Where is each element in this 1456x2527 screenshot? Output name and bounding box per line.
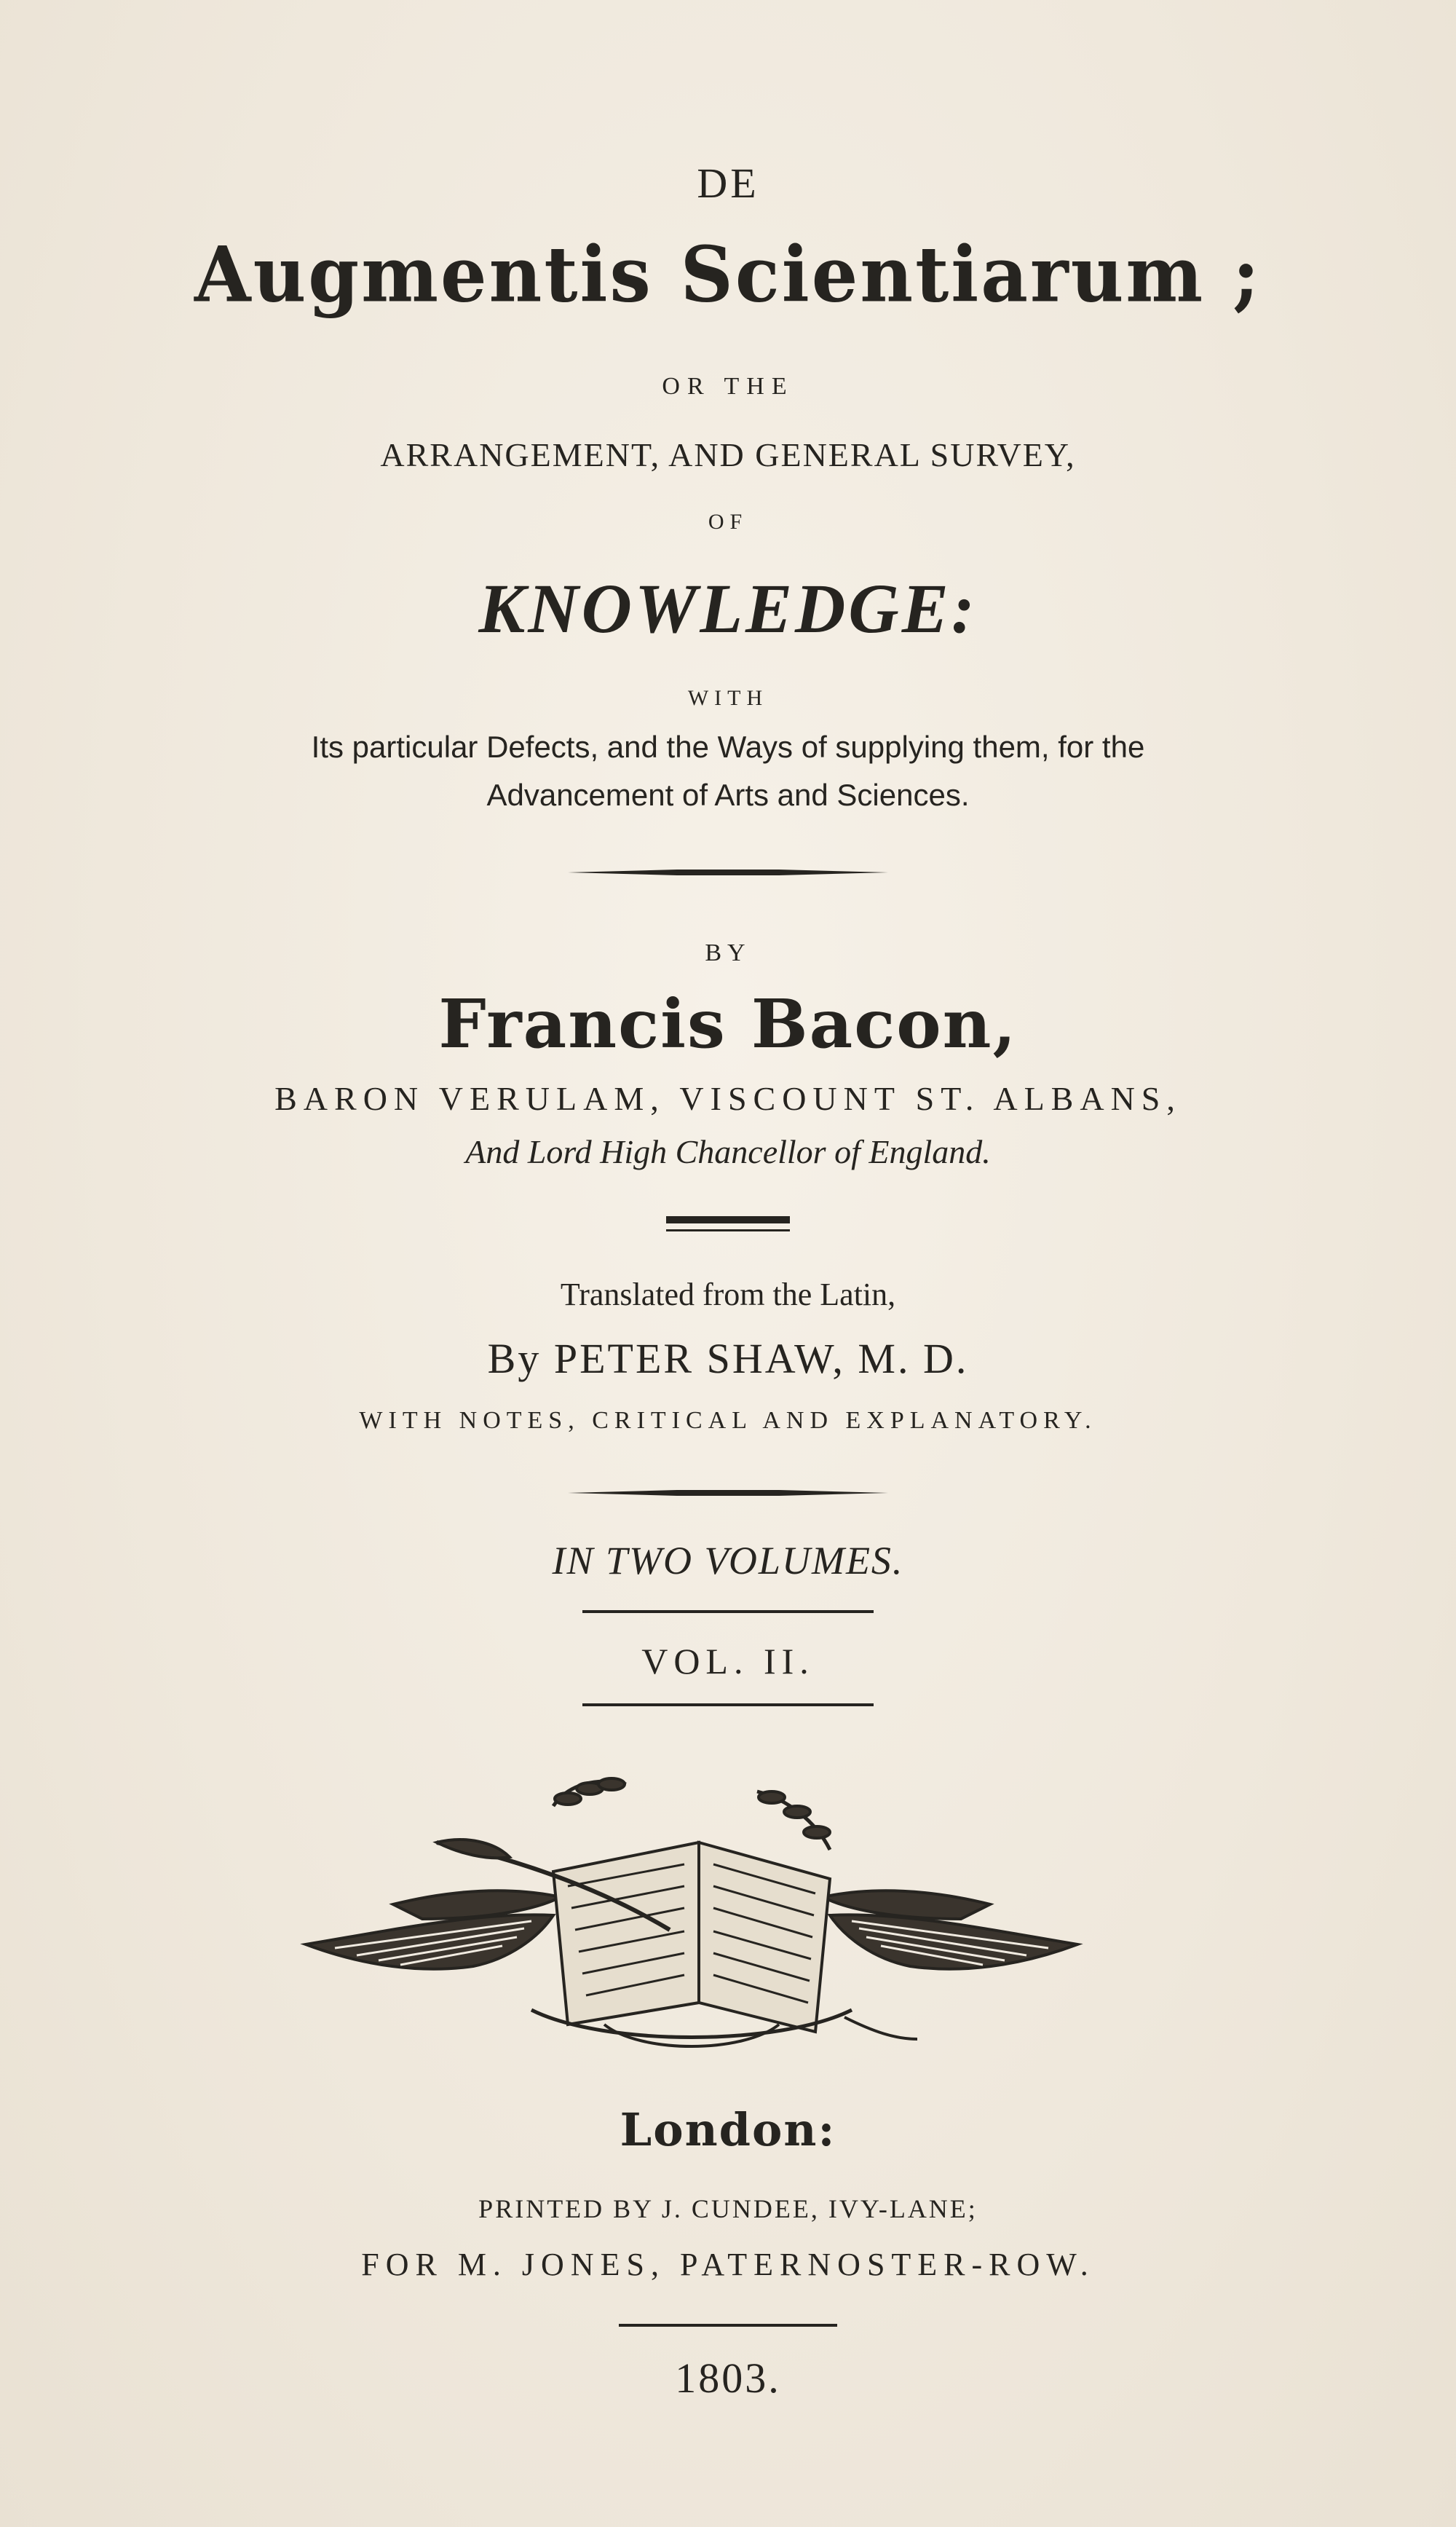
translated-line: Translated from the Latin, (560, 1277, 896, 1312)
thin-rule (582, 1609, 874, 1614)
arrangement-line: ARRANGEMENT, AND GENERAL SURVEY, (380, 436, 1076, 473)
author-titles: BARON VERULAM, VISCOUNT ST. ALBANS, (274, 1080, 1182, 1117)
publisher-line: FOR M. JONES, PATERNOSTER-ROW. (361, 2247, 1095, 2282)
by-line: BY (705, 939, 751, 966)
volumes-line: IN TWO VOLUMES. (552, 1539, 904, 1582)
title-de: DE (697, 159, 759, 207)
thin-rule (619, 2323, 837, 2327)
with-line: WITH (687, 686, 769, 710)
of-line: OF (708, 510, 748, 534)
translator-line: By PETER SHAW, M. D. (487, 1335, 969, 1382)
defects-line-2: Advancement of Arts and Sciences. (486, 778, 970, 812)
knowledge-title: KNOWLEDGE: (478, 569, 978, 647)
imprint-place: London: (620, 2103, 836, 2156)
double-rule (666, 1215, 790, 1237)
publication-year: 1803. (675, 2354, 781, 2402)
ornamental-rule (568, 1486, 888, 1500)
notes-line: WITH NOTES, CRITICAL AND EXPLANATORY. (359, 1407, 1097, 1434)
author-name: Francis Bacon, (438, 985, 1018, 1063)
title-augmentis: Augmentis Scientiarum ; (194, 229, 1262, 320)
thin-rule (582, 1703, 874, 1707)
defects-line-1: Its particular Defects, and the Ways of supplying them, for the (311, 730, 1145, 764)
winged-book-laurel-icon (291, 1762, 1092, 2068)
volume-number: VOL. II. (641, 1641, 815, 1682)
or-the: OR THE (662, 373, 794, 400)
chancellor-line: And Lord High Chancellor of England. (465, 1133, 991, 1170)
printer-line: PRINTED BY J. CUNDEE, IVY-LANE; (478, 2194, 978, 2223)
ornamental-rule (568, 865, 888, 880)
